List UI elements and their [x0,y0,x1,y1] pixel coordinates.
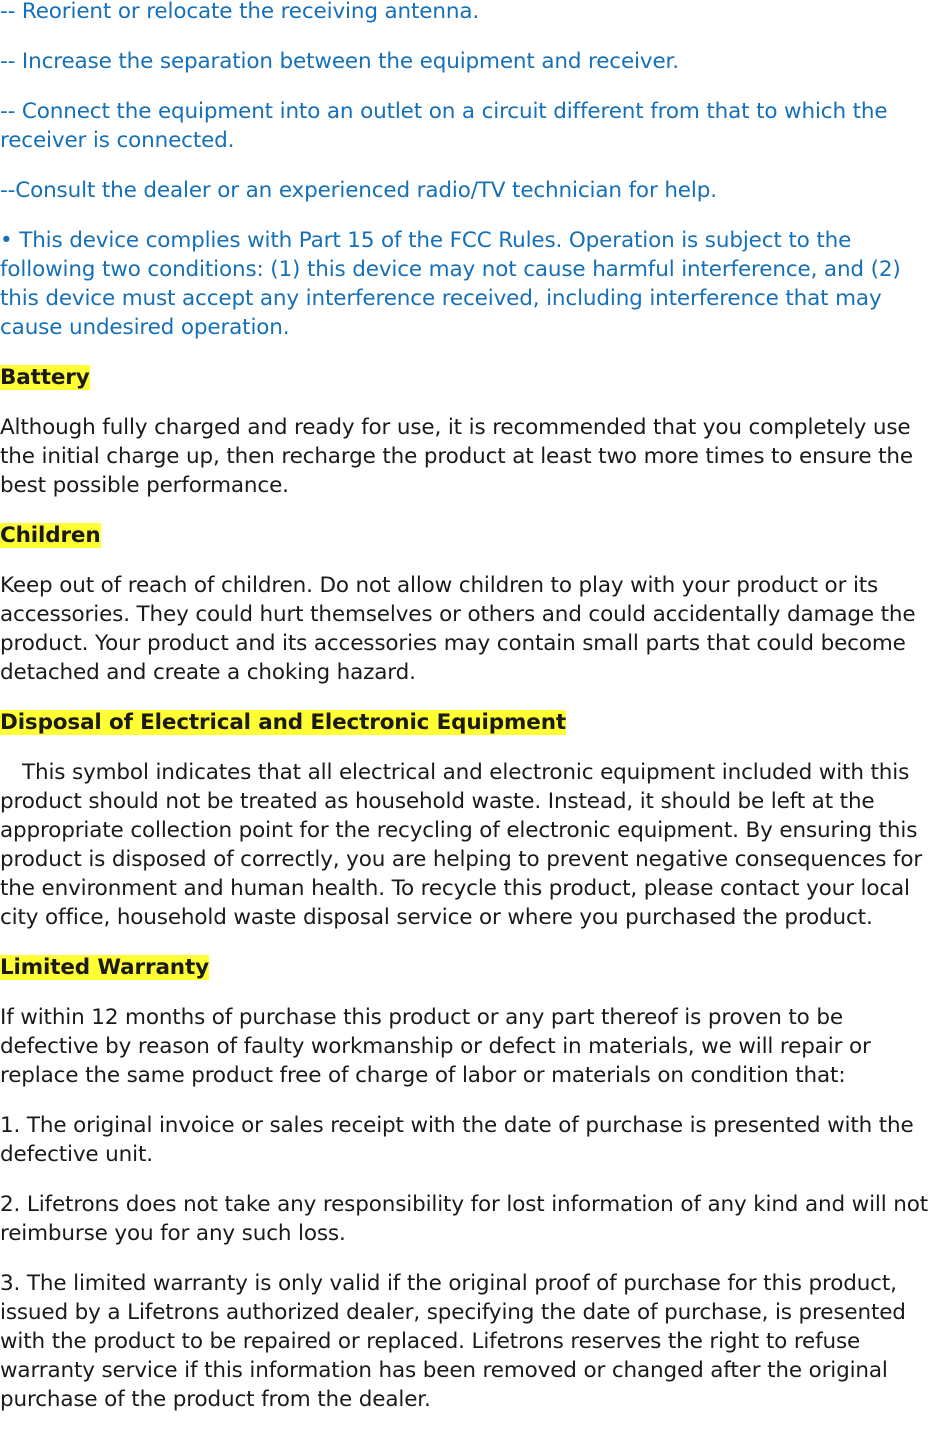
warranty-heading-text: Limited Warranty [0,955,209,980]
warranty-condition-2: 2. Lifetrons does not take any responsibility for lost information of any kind and will not reimburse you for any such loss. [0,1192,929,1246]
fcc-tip-reorient: -- Reorient or relocate the receiving antenna. [0,0,480,24]
disposal-heading-text: Disposal of Electrical and Electronic Equipment [0,710,566,735]
children-body: Keep out of reach of children. Do not allow children to play with your product or its accessories. They could hurt themselves or others and could accidentally damage the product. Your product and its accessories may contain small parts that could become detached and create a choking hazard. [0,573,916,685]
fcc-tips-section [0,0,942,342]
warranty-heading [0,953,942,982]
fcc-compliance-statement: • This device complies with Part 15 of the FCC Rules. Operation is subject to the following two conditions: (1) this device may not cause harmful interference, and (2) this device must accept any interference received, including interference that may cause undesired operation. [0,228,901,340]
disposal-body: This symbol indicates that all electrical and electronic equipment included with this product should not be treated as household waste. Instead, it should be left at the appropriate collection point for the recycling of electronic equipment. By ensuring this product is disposed of correctly, you are helping to prevent negative consequences for the environment and human health. To recycle this product, please contact your local city office, household waste disposal service or where you purchased the product. [0,760,923,930]
battery-body: Although fully charged and ready for use, it is recommended that you completely use the initial charge up, then recharge the product at least two more times to ensure the best possible performance. [0,415,913,498]
fcc-tip-outlet: -- Connect the equipment into an outlet on a circuit different from that to which the receiver is connected. [0,99,888,153]
disposal-section [0,708,942,932]
warranty-condition-1: 1. The original invoice or sales receipt with the date of purchase is presented with the defective unit. [0,1113,914,1167]
warranty-section [0,953,942,1414]
battery-heading-text: Battery [0,365,90,390]
children-heading [0,521,942,550]
children-section [0,521,942,687]
battery-section [0,363,942,500]
warranty-intro: If within 12 months of purchase this product or any part thereof is proven to be defective by reason of faulty workmanship or defect in materials, we will repair or replace the same product free of charge of labor or materials on condition that: [0,1005,871,1088]
warranty-condition-3: 3. The limited warranty is only valid if the original proof of purchase for this product, issued by a Lifetrons authorized dealer, specifying the date of purchase, is presented with the product to be repaired or replaced. Lifetrons reserves the right to refuse warranty service if this information has been removed or changed after the original purchase of the product from the dealer. [0,1271,906,1412]
battery-heading [0,363,942,392]
disposal-heading [0,708,942,737]
fcc-tip-consult: --Consult the dealer or an experienced radio/TV technician for help. [0,178,717,203]
fcc-tip-separation: -- Increase the separation between the equipment and receiver. [0,49,679,74]
children-heading-text: Children [0,523,101,548]
